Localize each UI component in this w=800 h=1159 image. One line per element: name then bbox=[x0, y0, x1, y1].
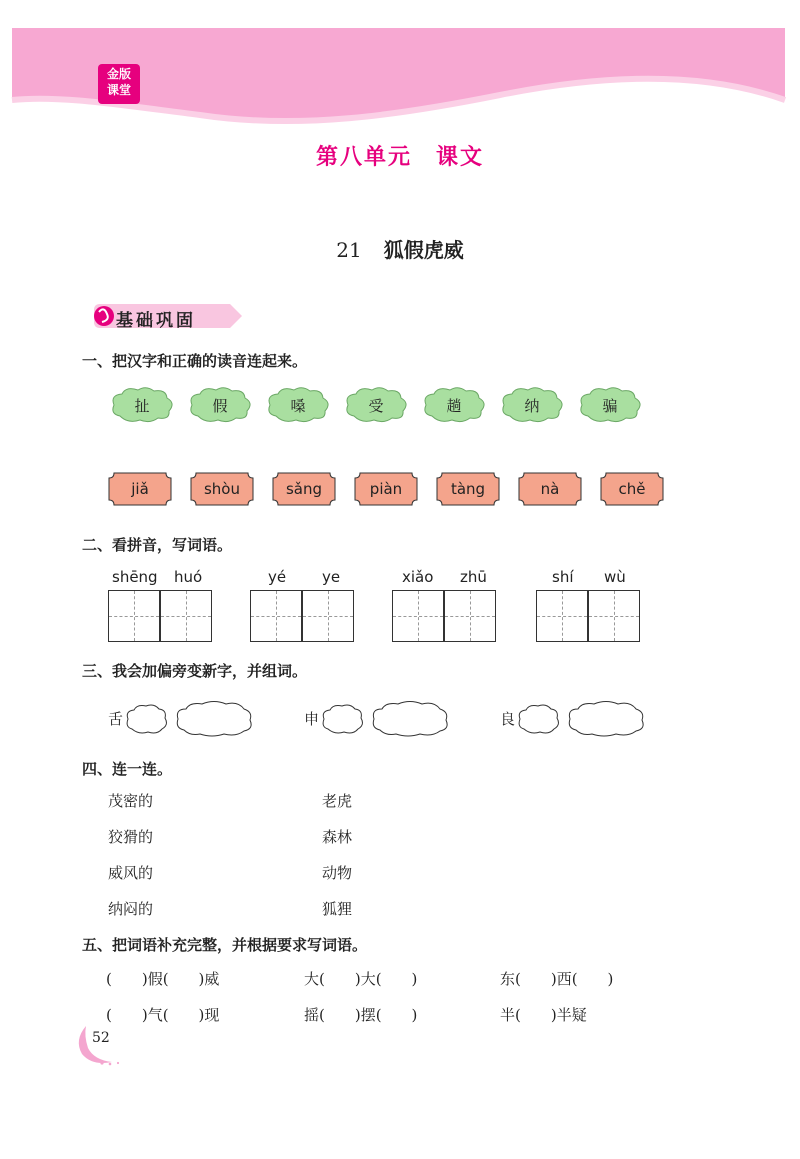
grid-cell[interactable] bbox=[444, 590, 496, 642]
q1-char-row bbox=[110, 386, 670, 426]
pinyin-tag bbox=[108, 472, 172, 506]
char-cloud bbox=[110, 386, 174, 424]
pinyin-syllable: shí bbox=[552, 568, 574, 586]
page-number: 52 bbox=[92, 1030, 110, 1046]
grid-cell[interactable] bbox=[392, 590, 444, 642]
pinyin-tag bbox=[600, 472, 664, 506]
grid-cell[interactable] bbox=[250, 590, 302, 642]
char-text: 骗 bbox=[602, 397, 618, 415]
grid-cell[interactable] bbox=[108, 590, 160, 642]
q1-pinyin-row bbox=[108, 472, 668, 508]
pinyin-text: chě bbox=[618, 480, 646, 498]
small-cloud-blank[interactable] bbox=[124, 702, 168, 736]
pinyin-syllable: yé bbox=[268, 568, 287, 586]
grid-cell[interactable] bbox=[302, 590, 354, 642]
fill-blank-item[interactable]: 东( )西( ) bbox=[500, 970, 614, 988]
unit-title: 第八单元 课文 bbox=[315, 145, 484, 170]
fill-blank-item[interactable]: 摇( )摆( ) bbox=[304, 1006, 418, 1024]
match-left-item[interactable]: 威风的 bbox=[108, 864, 154, 882]
pinyin-tag bbox=[354, 472, 418, 506]
char-text: 假 bbox=[212, 397, 228, 415]
match-right-item[interactable]: 动物 bbox=[322, 864, 353, 882]
question-5-title: 五、把词语补充完整，并根据要求写词语。 bbox=[82, 936, 368, 954]
small-cloud-blank[interactable] bbox=[320, 702, 364, 736]
header-banner bbox=[0, 0, 800, 125]
q3-radical-row bbox=[108, 698, 668, 740]
match-right-item[interactable]: 狐狸 bbox=[322, 900, 353, 918]
pinyin-tag bbox=[190, 472, 254, 506]
pinyin-text: piàn bbox=[369, 480, 403, 498]
char-cloud bbox=[266, 386, 330, 424]
match-right-item[interactable]: 老虎 bbox=[322, 792, 353, 810]
pinyin-syllable: zhū bbox=[460, 568, 487, 586]
char-text: 趟 bbox=[446, 397, 462, 415]
large-cloud-blank[interactable] bbox=[174, 700, 254, 738]
base-char: 舌 bbox=[108, 710, 124, 728]
large-cloud-blank[interactable] bbox=[566, 700, 646, 738]
question-1-title: 一、把汉字和正确的读音连起来。 bbox=[82, 352, 308, 370]
lesson-heading bbox=[0, 234, 800, 263]
grid-cell[interactable] bbox=[160, 590, 212, 642]
char-cloud bbox=[422, 386, 486, 424]
logo-line1: 金版 bbox=[106, 67, 131, 81]
pinyin-syllable: xiǎo bbox=[402, 568, 434, 586]
logo-line2: 课堂 bbox=[106, 83, 131, 97]
match-right-item[interactable]: 森林 bbox=[322, 828, 353, 846]
char-text: 受 bbox=[368, 397, 384, 415]
small-cloud-blank[interactable] bbox=[516, 702, 560, 736]
lesson-number: 21 bbox=[336, 238, 362, 262]
match-left-item[interactable]: 茂密的 bbox=[108, 792, 154, 810]
fill-blank-item[interactable]: ( )气( )现 bbox=[106, 1006, 220, 1024]
question-4-title: 四、连一连。 bbox=[82, 760, 173, 778]
char-text: 嗓 bbox=[290, 397, 306, 415]
pinyin-tag bbox=[272, 472, 336, 506]
char-text: 纳 bbox=[524, 397, 540, 415]
q2-writing-grids bbox=[108, 568, 668, 648]
char-cloud bbox=[578, 386, 642, 424]
pinyin-text: nà bbox=[540, 480, 560, 498]
pinyin-syllable: wù bbox=[604, 568, 626, 586]
pinyin-syllable: ye bbox=[322, 568, 341, 586]
pinyin-tag bbox=[436, 472, 500, 506]
section-label-text: 基础巩固 bbox=[116, 311, 196, 331]
pinyin-syllable: huó bbox=[174, 568, 203, 586]
pinyin-text: tàng bbox=[450, 480, 486, 498]
fill-blank-item[interactable]: 半( )半疑 bbox=[500, 1006, 587, 1024]
pinyin-text: shòu bbox=[203, 480, 240, 498]
fill-blank-item[interactable]: 大( )大( ) bbox=[304, 970, 418, 988]
base-char: 申 bbox=[304, 710, 320, 728]
question-3-title: 三、我会加偏旁变新字，并组词。 bbox=[82, 662, 308, 680]
section-label-basics bbox=[92, 302, 244, 330]
pinyin-text: jiǎ bbox=[131, 480, 149, 498]
match-left-item[interactable]: 纳闷的 bbox=[108, 900, 154, 918]
grid-cell[interactable] bbox=[536, 590, 588, 642]
brand-logo bbox=[98, 64, 140, 104]
char-cloud bbox=[188, 386, 252, 424]
large-cloud-blank[interactable] bbox=[370, 700, 450, 738]
pinyin-text: sǎng bbox=[285, 480, 323, 498]
fill-blank-item[interactable]: ( )假( )威 bbox=[106, 970, 220, 988]
char-text: 扯 bbox=[134, 397, 150, 415]
pinyin-syllable: shēng bbox=[112, 568, 158, 586]
lesson-title: 狐假虎威 bbox=[383, 238, 464, 262]
char-cloud bbox=[344, 386, 408, 424]
question-2-title: 二、看拼音，写词语。 bbox=[82, 536, 233, 554]
match-left-item[interactable]: 狡猾的 bbox=[108, 828, 154, 846]
pinyin-tag bbox=[518, 472, 582, 506]
base-char: 良 bbox=[500, 710, 516, 728]
char-cloud bbox=[500, 386, 564, 424]
grid-cell[interactable] bbox=[588, 590, 640, 642]
